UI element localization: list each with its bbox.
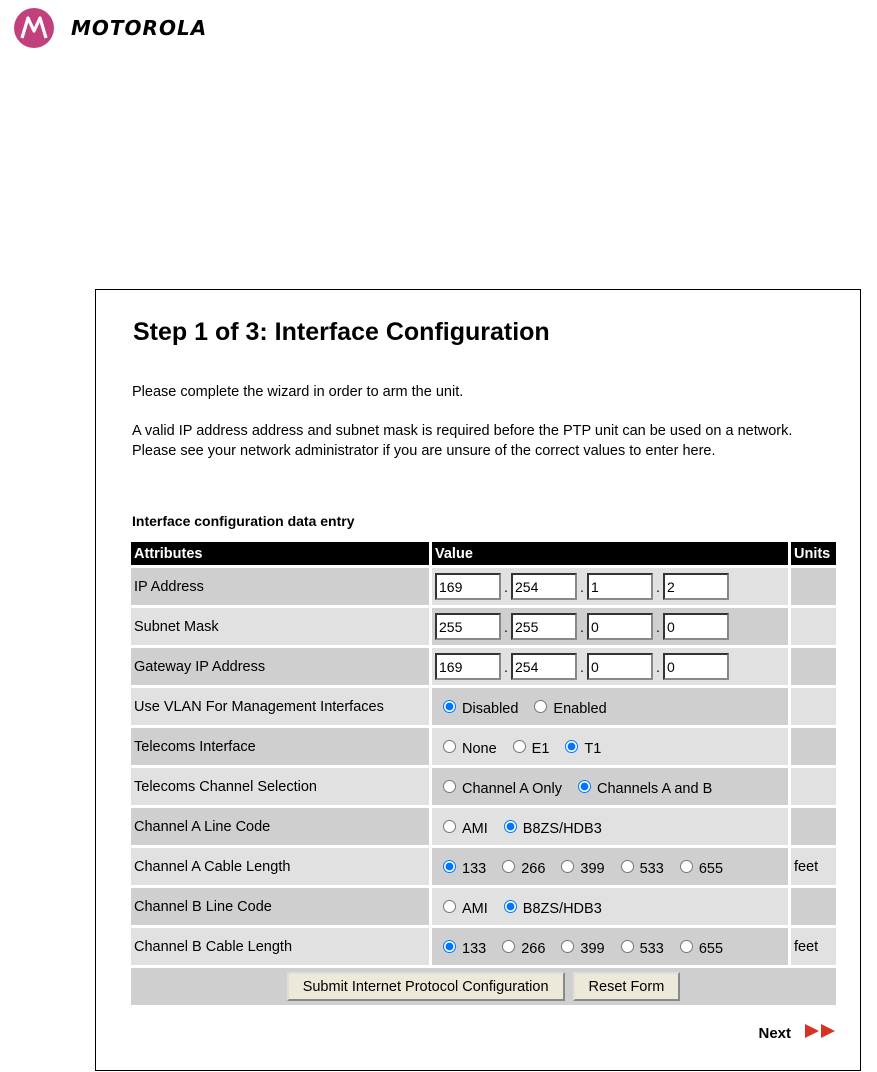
row-buttons: [131, 968, 836, 1005]
telecoms-t1-radio[interactable]: [565, 740, 578, 753]
telecoms-none-radio[interactable]: [443, 740, 456, 753]
channel-a-only-option[interactable]: Channel A Only: [435, 776, 562, 797]
ip-address-fields: 169 . 254 . 1 . 2: [435, 573, 785, 600]
gateway-octet-4[interactable]: [663, 653, 729, 680]
header-units: Units: [791, 542, 836, 565]
channel-a-length-533-option[interactable]: 533: [613, 856, 664, 877]
config-table: [128, 539, 839, 1008]
ip-octet-3[interactable]: [587, 573, 653, 600]
wizard-panel: [95, 289, 861, 1071]
gateway-fields: 169 . 254 . 0 . 0: [435, 653, 785, 680]
row-subnet-mask: [131, 608, 836, 645]
gateway-label: Gateway IP Address: [131, 648, 429, 685]
channel-b-ami-option[interactable]: AMI: [435, 896, 488, 917]
channel-b-length-533-radio[interactable]: [621, 940, 634, 953]
telecoms-none-option[interactable]: None: [435, 736, 497, 757]
subnet-octet-1[interactable]: [435, 613, 501, 640]
ip-octet-2[interactable]: [511, 573, 577, 600]
channel-a-line-code-label: Channel A Line Code: [131, 808, 429, 845]
table-caption: Interface configuration data entry: [132, 513, 355, 529]
channel-b-length-266-option[interactable]: 266: [494, 936, 545, 957]
ip-octet-1[interactable]: [435, 573, 501, 600]
row-channel-b-cable-length: [131, 928, 836, 965]
vlan-disabled-radio[interactable]: [443, 700, 456, 713]
channel-b-cable-length-radio-group: [435, 936, 785, 957]
channel-a-length-399-radio[interactable]: [561, 860, 574, 873]
motorola-logo: [14, 8, 207, 48]
header-value: Value: [432, 542, 788, 565]
channel-b-b8zs-option[interactable]: B8ZS/HDB3: [496, 896, 602, 917]
next-link[interactable]: [758, 1023, 838, 1044]
channel-b-length-399-radio[interactable]: [561, 940, 574, 953]
channel-b-length-399-option[interactable]: 399: [553, 936, 604, 957]
vlan-disabled-option[interactable]: Disabled: [435, 696, 518, 717]
row-gateway: [131, 648, 836, 685]
channel-a-cable-length-radio-group: [435, 856, 785, 877]
subnet-octet-3[interactable]: [587, 613, 653, 640]
channel-b-length-533-option[interactable]: 533: [613, 936, 664, 957]
telecoms-interface-label: Telecoms Interface: [131, 728, 429, 765]
channel-b-cable-length-units: feet: [791, 928, 836, 965]
row-vlan: [131, 688, 836, 725]
description-text: A valid IP address address and subnet mask is required before the PTP unit can be used on a network. Please see your network administrator if you are unsure of the correct values to enter here.: [132, 423, 793, 459]
channels-a-and-b-radio[interactable]: [578, 780, 591, 793]
channels-a-and-b-option[interactable]: Channels A and B: [570, 776, 712, 797]
reset-form-button[interactable]: Reset Form: [573, 972, 681, 1001]
gateway-octet-2[interactable]: [511, 653, 577, 680]
channel-selection-label: Telecoms Channel Selection: [131, 768, 429, 805]
channel-a-ami-radio[interactable]: [443, 820, 456, 833]
vlan-enabled-option[interactable]: Enabled: [526, 696, 606, 717]
channel-selection-radio-group: [435, 776, 785, 797]
channel-a-ami-option[interactable]: AMI: [435, 816, 488, 837]
row-channel-a-cable-length: [131, 848, 836, 885]
gateway-octet-3[interactable]: [587, 653, 653, 680]
channel-a-line-code-radio-group: [435, 816, 785, 837]
vlan-radio-group: [435, 696, 785, 717]
channel-b-line-code-label: Channel B Line Code: [131, 888, 429, 925]
row-channel-selection: [131, 768, 836, 805]
channel-b-length-655-option[interactable]: 655: [672, 936, 723, 957]
header-attributes: Attributes: [131, 542, 429, 565]
channel-a-length-133-radio[interactable]: [443, 860, 456, 873]
channel-a-cable-length-label: Channel A Cable Length: [131, 848, 429, 885]
telecoms-interface-radio-group: [435, 736, 785, 757]
gateway-octet-1[interactable]: [435, 653, 501, 680]
telecoms-t1-option[interactable]: T1: [557, 736, 601, 757]
channel-a-only-radio[interactable]: [443, 780, 456, 793]
page-title: Step 1 of 3: Interface Configuration: [133, 318, 550, 346]
channel-a-length-533-radio[interactable]: [621, 860, 634, 873]
row-telecoms-interface: [131, 728, 836, 765]
channel-b-length-655-radio[interactable]: [680, 940, 693, 953]
channel-a-length-655-option[interactable]: 655: [672, 856, 723, 877]
next-label: Next: [758, 1025, 791, 1042]
channel-a-length-399-option[interactable]: 399: [553, 856, 604, 877]
submit-configuration-button[interactable]: Submit Internet Protocol Configuration: [287, 972, 565, 1001]
channel-a-length-266-option[interactable]: 266: [494, 856, 545, 877]
channel-b-cable-length-label: Channel B Cable Length: [131, 928, 429, 965]
ip-octet-4[interactable]: [663, 573, 729, 600]
telecoms-e1-radio[interactable]: [513, 740, 526, 753]
channel-b-length-266-radio[interactable]: [502, 940, 515, 953]
vlan-label: Use VLAN For Management Interfaces: [131, 688, 429, 725]
channel-a-b8zs-radio[interactable]: [504, 820, 517, 833]
intro-text: Please complete the wizard in order to arm the unit.: [132, 384, 464, 400]
double-chevron-right-icon[interactable]: [804, 1023, 838, 1044]
channel-b-b8zs-radio[interactable]: [504, 900, 517, 913]
subnet-octet-4[interactable]: [663, 613, 729, 640]
row-channel-a-line-code: [131, 808, 836, 845]
channel-b-length-133-radio[interactable]: [443, 940, 456, 953]
channel-a-length-655-radio[interactable]: [680, 860, 693, 873]
channel-b-line-code-radio-group: [435, 896, 785, 917]
row-ip-address: [131, 568, 836, 605]
channel-a-length-133-option[interactable]: 133: [435, 856, 486, 877]
ip-address-label: IP Address: [131, 568, 429, 605]
subnet-mask-label: Subnet Mask: [131, 608, 429, 645]
subnet-octet-2[interactable]: [511, 613, 577, 640]
channel-b-ami-radio[interactable]: [443, 900, 456, 913]
brand-name: MOTOROLA: [71, 16, 208, 40]
channel-b-length-133-option[interactable]: 133: [435, 936, 486, 957]
vlan-enabled-radio[interactable]: [534, 700, 547, 713]
table-header: [131, 542, 836, 565]
telecoms-e1-option[interactable]: E1: [505, 736, 550, 757]
channel-a-b8zs-option[interactable]: B8ZS/HDB3: [496, 816, 602, 837]
subnet-mask-fields: 255 . 255 . 0 . 0: [435, 613, 785, 640]
channel-a-cable-length-units: feet: [791, 848, 836, 885]
channel-a-length-266-radio[interactable]: [502, 860, 515, 873]
motorola-batwing-icon: [14, 8, 54, 48]
row-channel-b-line-code: [131, 888, 836, 925]
